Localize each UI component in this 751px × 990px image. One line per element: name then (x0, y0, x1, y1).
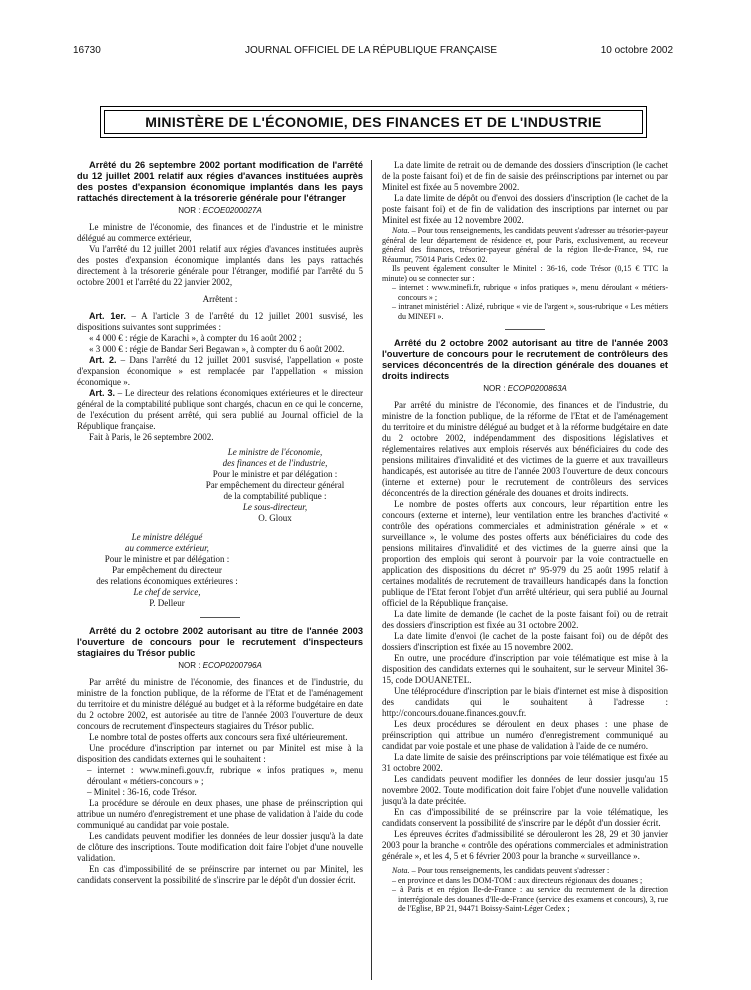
paragraph: Les deux procédures se déroulent en deux phases : une phase de préinscription qui attribue un numéro d'enregistrement communiqué au candidat par voie postale et une phase de validation à l'aide de ce numéro. (382, 719, 668, 751)
decree-1 (77, 160, 363, 609)
signature-line: Le sous-directeur, (242, 502, 308, 512)
page-number: 16730 (73, 45, 101, 56)
decree-title: Arrêté du 2 octobre 2002 autorisant au titre de l'année 2003 l'ouverture de concours pour le recrutement d'inspecteurs stagiaires du Trésor public (77, 626, 363, 658)
signature-block-2 (77, 532, 257, 609)
nota-label: Nota. (392, 866, 410, 875)
separator (200, 617, 240, 618)
signatory-name: P. Delleur (149, 598, 185, 608)
article-label: Art. 2. (89, 355, 117, 365)
paragraph: La date limite de saisie des préinscriptions par voie télématique est fixée au 31 octobre 2002. (382, 752, 668, 773)
nota-text: Ils peuvent également consulter le Minitel : 36-16, code Trésor (0,15 € TTC la minute) ou se connecter sur : (382, 264, 668, 283)
paragraph: La date limite d'envoi (le cachet de la poste faisant foi) ou de dépôt des dossiers d'inscription est fixée au 15 novembre 2002. (382, 631, 668, 652)
journal-title: JOURNAL OFFICIEL DE LA RÉPUBLIQUE FRANÇAISE (245, 45, 498, 56)
list-item: « 3 000 € : régie de Bandar Seri Begawan », à compter du 6 août 2002. (89, 344, 345, 354)
decree-3 (382, 338, 668, 914)
nor-label: NOR : (483, 384, 506, 393)
signature-line: des relations économiques extérieures : (96, 576, 238, 586)
paragraph: La date limite de demande (le cachet de la poste faisant foi) ou de retrait des dossiers d'inscription est fixée au 31 octobre 2002. (382, 609, 668, 630)
paragraph: Par arrêté du ministre de l'économie, des finances et de l'industrie, du ministre de la fonction publique, de la réforme de l'Etat et de l'aménagement du territoire et du ministre délégué au budget et à la réforme budgétaire en date du 2 octobre 2002, est autorisée au titre de l'année 2003 l'ouverture de deux concours de recrutement d'inspecteurs stagiaires du Trésor public. (77, 677, 363, 731)
paragraph: La procédure se déroule en deux phases, une phase de préinscription qui attribue un numéro d'enregistrement et une phase de validation à l'aide du code communiqué au candidat par voie postale. (77, 798, 363, 830)
list-item: « 4 000 € : régie de Karachi », à compter du 16 août 2002 ; (89, 333, 302, 343)
nota (382, 226, 668, 264)
nota-text: – Pour tous renseignements, les candidats peuvent s'adresser : (409, 866, 610, 875)
signature-line: Le chef de service, (133, 587, 201, 597)
decree-2 (77, 626, 363, 886)
article-text: – Le directeur des relations économiques extérieures et le directeur général de la comptabilité publique sont chargés, chacun en ce qui le concerne, de l'exécution du présent arrêté, qui sera publié au Journal officiel de la République française. (77, 388, 363, 431)
arretent: Arrêtent : (202, 294, 238, 304)
article-text: – A l'article 3 de l'arrêté du 12 juillet 2001 susvisé, les dispositions suivantes sont supprimées : (77, 311, 363, 332)
separator (505, 329, 545, 330)
nota (382, 866, 668, 876)
column-divider (371, 160, 372, 980)
decree-title: Arrêté du 2 octobre 2002 autorisant au titre de l'année 2003 l'ouverture de concours pour le recrutement de contrôleurs des services déconcentrés de la direction générale des douanes et droits indirects (382, 338, 668, 381)
page-header (73, 45, 673, 59)
paragraph: Vu l'arrêté du 12 juillet 2001 relatif aux régies d'avances instituées auprès des postes d'expansion économique implantés dans les pays rattachés directement à la trésorerie générale pour l'étranger, modifié par l'arrêté du 5 octobre 2001 et l'arrêté du 22 janvier 2002, (77, 244, 363, 287)
paragraph: En outre, une procédure d'inscription par voie télématique est mise à la disposition des candidats externes qui le souhaitent, sur le serveur Minitel 36-15, code DOUANETEL. (382, 653, 668, 685)
nor-code: ECOE0200027A (202, 206, 262, 215)
article-2 (77, 355, 363, 388)
article-3 (77, 388, 363, 432)
ministry-banner (100, 106, 647, 138)
list-item: – internet : www.minefi.gouv.fr, rubrique « infos pratiques », menu déroulant « métiers-concours » ; (87, 765, 363, 786)
signatory-name: O. Gloux (258, 513, 292, 523)
article-1 (77, 311, 363, 333)
paragraph: La date limite de dépôt ou d'envoi des dossiers d'inscription (le cachet de la poste faisant foi) et de fin de validation des inscriptions par internet ou par Minitel est fixée au 12 novembre 2002. (382, 193, 668, 225)
article-label: Art. 1er. (89, 311, 126, 321)
signature-block-1 (187, 447, 363, 524)
signature-line: Le ministre de l'économie, (227, 447, 323, 457)
signature-line: des finances et de l'industrie, (222, 458, 328, 468)
article-text: – Dans l'arrêté du 12 juillet 2001 susvisé, l'appellation « poste d'expansion économique » est remplacée par l'appellation « mission économique ». (77, 355, 363, 387)
paragraph: Le nombre total de postes offerts aux concours sera fixé ultérieurement. (89, 732, 348, 742)
paragraph: Une téléprocédure d'inscription par le biais d'internet est mise à disposition des candidats qui le souhaitent à l'adresse : http://concours.douane.finances.gouv.fr. (382, 686, 668, 718)
paragraph: Les candidats peuvent modifier les données de leur dossier jusqu'au 15 novembre 2002. Toute modification doit faire l'objet d'une nouvelle validation jusqu'à la date précitée. (382, 774, 668, 806)
list-item: – internet : www.minefi.fr, rubrique « infos pratiques », menu déroulant « métiers-concours » ; (392, 283, 668, 302)
list-item: – à Paris et en région Ile-de-France : au service du recrutement de la direction interrégionale des douanes d'Ile-de-France (service des examens et concours), 3, rue de l'Eglise, BP 21, 94471 Boissy-Saint-Léger Cedex ; (392, 885, 668, 913)
nor-reference (77, 205, 363, 216)
nor-label: NOR : (178, 206, 201, 215)
nota-block (382, 866, 668, 914)
paragraph: Le ministre de l'économie, des finances et de l'industrie et le ministre délégué au commerce extérieur, (77, 222, 363, 243)
paragraph: En cas d'impossibilité de se préinscrire par la voie télématique, les candidats conservent la possibilité de s'inscrire par le dépôt d'un dossier écrit. (382, 807, 668, 828)
paragraph: En cas d'impossibilité de se préinscrire par internet ou par Minitel, les candidats conservent la possibilité de s'inscrire par le dépôt d'un dossier écrit. (77, 864, 363, 885)
left-column (77, 160, 363, 886)
paragraph: La date limite de retrait ou de demande des dossiers d'inscription (le cachet de la poste faisant foi) et de fin de saisie des préinscriptions par internet ou par Minitel est fixée au 5 novembre 2002. (382, 160, 668, 192)
signature-line: Pour le ministre et par délégation : (212, 469, 338, 479)
nota-text: – Pour tous renseignements, les candidats peuvent s'adresser au trésorier-payeur général de leur département de résidence et, pour Paris, exclusivement, au receveur général des finances, trésorier-payeur général de la région Ile-de-France, 94, rue Réaumur, 75014 Paris Cedex 02. (382, 226, 668, 264)
article-label: Art. 3. (89, 388, 115, 398)
paragraph: Les épreuves écrites d'admissibilité se dérouleront les 28, 29 et 30 janvier 2003 pour la branche « contrôle des opérations commerciales et administration générale », et les 4, 5 et 6 février 2003 pour la branche « surveillance ». (382, 829, 668, 861)
list-item: – intranet ministériel : Alizé, rubrique « vie de l'argent », sous-rubrique « Les métiers du MINEFI ». (392, 302, 668, 321)
nor-reference (77, 660, 363, 671)
signature-line: de la comptabilité publique : (223, 491, 327, 501)
nor-label: NOR : (178, 661, 201, 670)
issue-date: 10 octobre 2002 (600, 45, 673, 56)
signature-line: Pour le ministre et par délégation : (104, 554, 230, 564)
signature-line: Le ministre délégué (131, 532, 203, 542)
paragraph: Une procédure d'inscription par internet ou par Minitel est mise à la disposition des candidats externes qui le souhaitent : (77, 743, 363, 764)
ministry-title: MINISTÈRE DE L'ÉCONOMIE, DES FINANCES ET DE L'INDUSTRIE (104, 110, 643, 134)
list-item: – en province et dans les DOM-TOM : aux directeurs régionaux des douanes ; (392, 875, 643, 885)
paragraph: Le nombre de postes offerts aux concours, leur répartition entre les concours (externe et interne), leur ventilation entre les branches d'activité « contrôle des opérations commerciales et administration générale » et « surveillance », le volume des postes offerts aux bénéficiaires du code des pensions militaires d'invalidité et des victimes de la guerre ainsi que la proportion des emplois qui seront à pourvoir par la voie contractuelle en application des dispositions du décret nº 95-979 du 25 août 1995 relatif à certaines modalités de recrutement de travailleurs handicapés dans la fonction publique de l'Etat feront l'objet d'un arrêté ultérieur, qui sera publié au Journal officiel de la République française. (382, 499, 668, 608)
list-item: – Minitel : 36-16, code Trésor. (87, 787, 197, 797)
signature-line: Par empêchement du directeur (112, 565, 222, 575)
paragraph: Par arrêté du ministre de l'économie, des finances et de l'industrie, du ministre de la fonction publique, de la réforme de l'Etat et de l'aménagement du territoire et du ministre délégué au budget et à la réforme budgétaire en date du 2 octobre 2002, indépendamment des dispositions législatives et réglementaires relatives aux emplois réservés aux bénéficiaires du code des pensions militaires d'invalidité et des victimes de la guerre et aux travailleurs handicapés, est autorisée au titre de l'année 2003 l'ouverture de deux concours (interne et externe) pour le recrutement de contrôleurs des services déconcentrés de la direction générale des douanes et droits indirects. (382, 400, 668, 498)
nor-reference (382, 383, 668, 394)
nor-code: ECOP0200796A (202, 661, 262, 670)
paragraph: Les candidats peuvent modifier les données de leur dossier jusqu'à la date de clôture des inscriptions. Toute modification doit faire l'objet d'une nouvelle validation. (77, 831, 363, 863)
signature-line: Par empêchement du directeur général (205, 480, 345, 490)
nor-code: ECOP0200863A (507, 384, 567, 393)
signature-line: au commerce extérieur, (125, 543, 209, 553)
nota-block (382, 226, 668, 321)
decree-title: Arrêté du 26 septembre 2002 portant modification de l'arrêté du 12 juillet 2001 relatif aux régies d'avances instituées auprès des postes d'expansion économique implantés dans les pays rattachés directement à la trésorerie générale pour l'étranger (77, 160, 363, 203)
fait-a: Fait à Paris, le 26 septembre 2002. (89, 432, 214, 442)
right-column (382, 160, 668, 914)
nota-label: Nota. (392, 226, 410, 235)
